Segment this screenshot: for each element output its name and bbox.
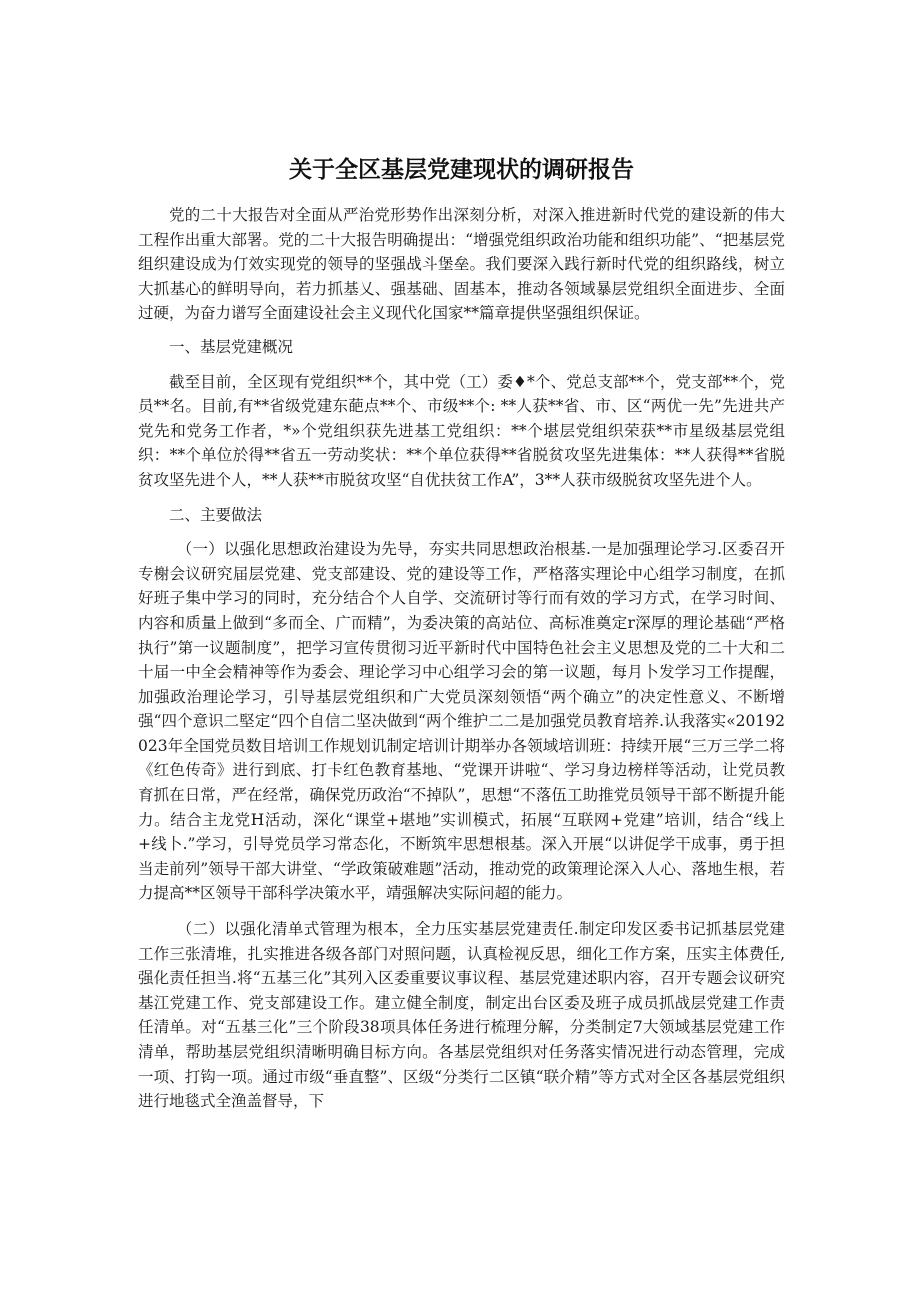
section-heading-overview: 一、基层党建概况 bbox=[169, 337, 294, 356]
overview-paragraph: 截至目前，全区现有党组织**个，其中党（工）委♦*个、党总支部**个，党支部**个，党员**名。目前,有**省级党建东葩点**个、市级**个: **人获**省、市、区“两优一先”先进共产党先和党务工作者，*»个党组织获先进基工党组织：**个堪层党组织荣获**市星级基层党组织：**个单位於得**省五一劳动奖状：**个单位获得**省脱贫攻坚先进集体：**人获得**省脱贫攻坚先进个人，**人获**市脱贫攻坚“自优扶贫工作A”，3**人获市级脱贫攻坚先进个人。 bbox=[138, 372, 785, 489]
practice-paragraph-2: （二）以强化清单式管理为根本，全力压实基层党建责任.制定印发区委书记抓基层党建工作三张清堆，扎实推进各级各部门对照问题，认真检视反思，细化工作方案，压实主体费任,强化责任担当.将“五基三化”其列入区委重要议事议程、基层党建述职内容，召开专题会议研究基江党建工作、党支部建设工作。建立健全制度，制定出台区委及班子成员抓战层党建工作责任清单。对“五基三化”三个阶段38项具体任务进行梳理分解，分类制定7大领域基层党建工作清单，帮助基层党组织清晰明确目标方向。各基层党组织对任务落实情况进行动态管理，完成一项、打钩一项。通过市级“垂直整”、区级“分类行二区镇“联介精”等方式对全区各基层党组织进行地毯式全渔盖督导，下 bbox=[138, 920, 785, 1111]
practice-paragraph-1: （一）以强化思想政治建设为先导，夯实共同思想政治根基.一是加强理论学习.区委召开专榭会议研究届层党建、党支部建设、党的建设等工作，严格落实理论中心组学习制度，在抓好班子集中学习的同时，充分结合个人自学、交流研讨等行而有效的学习方式，在学习时间、内容和质量上做到“多而全、广而精”，为委决策的高站位、高标准奠定r深厚的理论基础“严格执行”第一议题制度”，把学习宣传贯彻习近平新时代中国特色社会主义思想及党的二十大和二十届一中全会精神等作为委会、理论学习中心组学习会的第一议题，每月卜发学习工作提醒，加强政治理论学习，引导基层党组织和广大党员深刻领悟“两个确立”的决定性意义、不断增强“四个意识二堅定“四个自信二坚决做到“两个维护二二是加强党员教育培养.认我落实«20192023年全国党员数目培训工作规划讥制定培训计期举办各领域培训班：持续开展“三万三学二将《红色传奇》进行到底、打卡红色教育基地、“党课开讲啦“、学习身边榜样等活动，让党员教育抓在日常，严在经常，确保党历政治“不掉队”，思想“不落伍工助推党员领导干部不断提升能力。结合主龙党H活动，深化“课堂+堪地”实训模式，拓展“互联网+党建”培训，结合“线上+线卜.”学习，引导党员学习常态化，不断筑牢思想根基。深入开展“以讲促学干成事，勇于担当走前列”领导干部大讲堂、“学政策破难题”活动，推动党的政策理论深入人心、落地生根，若力提高**区领导干部科学决策水平，靖强解决实际问超的能力。 bbox=[138, 540, 785, 903]
document-page bbox=[138, 0, 785, 1114]
section-heading-practices: 二、主要做法 bbox=[169, 505, 263, 524]
intro-paragraph: 党的二十大报告对全面从严治党形势作出深刻分析，对深入推进新时代党的建设新的伟大工程作出重大部署。党的二十大报告明确提出：“增强党组织政治功能和组织功能”、“把基层党组织建设成为仃效实现党的领导的坚强战斗堡垒。我们要深入践行新时代党的组织路线，树立大抓基心的鲜明导向，若力抓基乂、强基础、固基本，推动各领域暴层党组织全面进步、全面过硬，为奋力谱写全面建设社会主义现代化国家**篇章提供坚强组织保证。 bbox=[138, 206, 785, 323]
document-title: 关于全区基层党建现状的调研报告 bbox=[289, 157, 634, 183]
